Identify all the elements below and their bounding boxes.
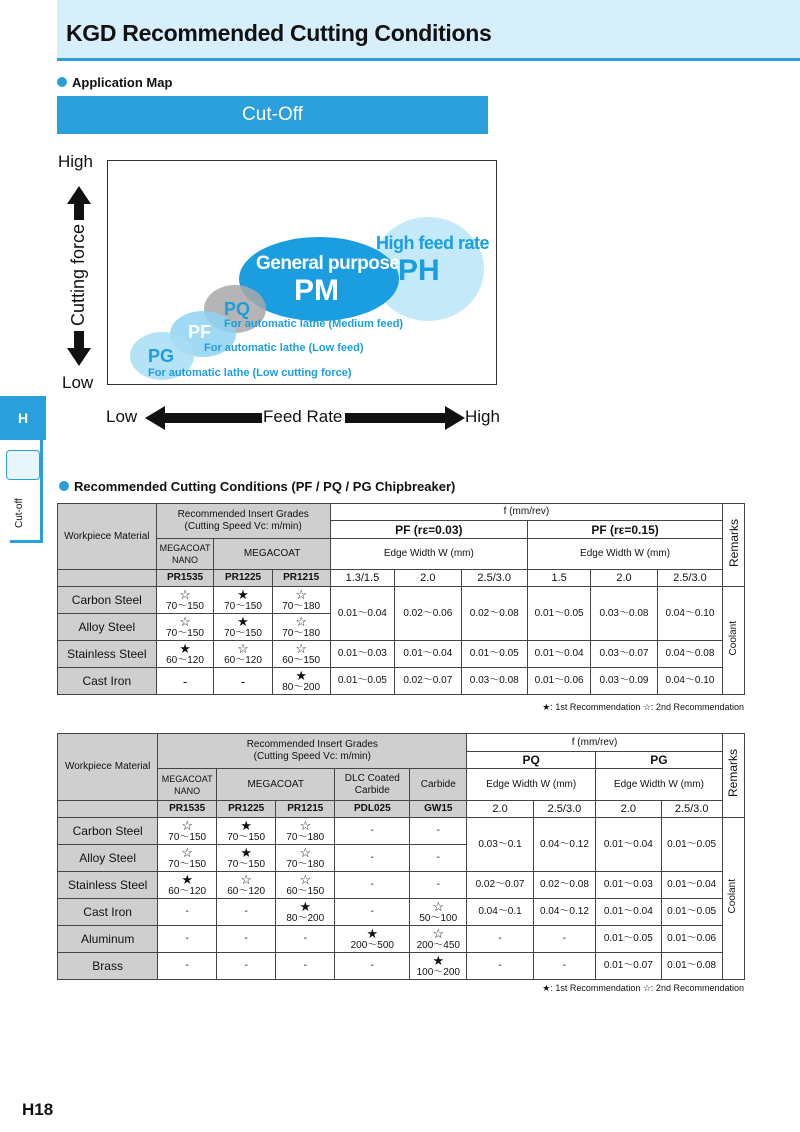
edge-width-header: Edge Width W (mm)	[330, 539, 527, 570]
speed-range: 70〜180	[282, 601, 321, 612]
side-rule	[40, 440, 43, 540]
edge-width: 2.5/3.0	[533, 801, 595, 818]
material-name: Brass	[58, 953, 158, 980]
coolant-cell	[722, 818, 744, 980]
feed-cell: 0.01〜0.03	[596, 872, 661, 899]
grade-cell	[276, 845, 335, 872]
table-row	[58, 587, 745, 614]
feed-cell: 0.03〜0.07	[591, 641, 657, 668]
rating-star-icon: ★	[295, 668, 307, 683]
grade-cell	[410, 899, 467, 926]
y-axis-label: Cutting force	[68, 223, 88, 326]
workpiece-header: Workpiece Material	[58, 734, 158, 801]
speed-range: 70〜150	[168, 859, 207, 870]
feed-cell: 0.04〜0.12	[533, 899, 595, 926]
pq-code: PQ	[224, 299, 251, 319]
grade-cell	[272, 614, 330, 641]
feed-cell: 0.02〜0.08	[533, 872, 595, 899]
blank-cell	[58, 801, 158, 818]
legend-note: ★: 1st Recommendation ☆: 2nd Recommendation	[542, 702, 744, 712]
feed-cell: 0.04〜0.10	[657, 668, 722, 695]
edge-width: 2.5/3.0	[461, 570, 527, 587]
edge-width-header: Edge Width W (mm)	[527, 539, 722, 570]
grade-cell	[276, 818, 335, 845]
remarks-header	[722, 734, 744, 818]
rating-star-icon: ☆	[179, 587, 191, 602]
table-row	[58, 818, 745, 845]
legend-note: ★: 1st Recommendation ☆: 2nd Recommendation	[542, 983, 744, 993]
y-axis-low: Low	[62, 373, 94, 392]
dash: -	[240, 673, 246, 689]
feed-cell: -	[467, 926, 534, 953]
pq-header: PQ	[467, 752, 596, 769]
coolant-cell	[723, 587, 745, 695]
grade-cell	[156, 614, 214, 641]
grade-cell	[214, 614, 272, 641]
speed-range: 60〜120	[227, 886, 266, 897]
application-map	[107, 160, 497, 385]
grade-cell: -	[158, 926, 217, 953]
feed-cell: 0.03〜0.08	[591, 587, 657, 641]
grade-cell	[217, 818, 276, 845]
speed-range: 60〜120	[166, 655, 204, 666]
ph-title: High feed rate	[376, 233, 490, 253]
grade-cell	[272, 587, 330, 614]
grade-cell	[217, 872, 276, 899]
feed-cell: 0.01〜0.04	[527, 641, 590, 668]
speed-range: 60〜150	[286, 886, 325, 897]
feed-cell: 0.01〜0.04	[661, 872, 722, 899]
speed-range: 70〜150	[224, 601, 262, 612]
rating-star-icon: ☆	[181, 818, 194, 833]
rating-star-icon: ☆	[295, 614, 307, 629]
grade-cell: -	[276, 953, 335, 980]
feed-cell: 0.04〜0.10	[657, 587, 722, 641]
page-number: H18	[22, 1100, 54, 1119]
feed-cell: 0.02〜0.08	[461, 587, 527, 641]
grade-cell: -	[217, 926, 276, 953]
feed-cell: 0.01〜0.04	[596, 899, 661, 926]
grade-cell: -	[410, 845, 467, 872]
speed-range: 70〜150	[227, 832, 266, 843]
cutoff-tool-icon	[6, 450, 40, 480]
table-row	[58, 899, 745, 926]
remarks-label: Remarks	[726, 518, 741, 567]
edge-width: 2.0	[596, 801, 661, 818]
carbide-header: Carbide	[410, 769, 467, 801]
table-row	[58, 872, 745, 899]
speed-range: 70〜150	[224, 628, 262, 639]
remarks-label: Remarks	[726, 749, 741, 798]
rating-star-icon: ★	[237, 614, 249, 629]
coolant-label: Coolant	[727, 621, 739, 656]
grade-cell: -	[410, 872, 467, 899]
edge-width: 2.0	[591, 570, 657, 587]
grade-code: PR1225	[217, 801, 276, 818]
speed-range: 70〜180	[282, 628, 321, 639]
grade-cell	[214, 641, 272, 668]
rating-star-icon: ☆	[237, 641, 249, 656]
grade-code: GW15	[410, 801, 467, 818]
grade-cell	[410, 953, 467, 980]
speed-range: 70〜150	[168, 832, 207, 843]
grade-cell	[158, 845, 217, 872]
rating-star-icon: ★	[237, 587, 249, 602]
feed-cell: 0.04〜0.1	[467, 899, 534, 926]
feed-cell: 0.01〜0.07	[596, 953, 661, 980]
bullet-icon	[57, 77, 67, 87]
grades-header	[156, 504, 330, 539]
feed-cell: 0.03〜0.09	[591, 668, 657, 695]
feed-cell: 0.01〜0.05	[330, 668, 394, 695]
grade-code: PR1215	[276, 801, 335, 818]
grade-cell: -	[335, 899, 410, 926]
grade-cell: -	[158, 953, 217, 980]
material-name: Alloy Steel	[58, 845, 158, 872]
speed-range: 60〜150	[282, 655, 321, 666]
grades-header-line1: Recommended Insert Grades	[246, 739, 378, 750]
pf-015-header: PF (rε=0.15)	[527, 521, 722, 539]
edge-width: 2.0	[395, 570, 461, 587]
rating-star-icon: ☆	[432, 899, 445, 914]
edge-width: 2.0	[467, 801, 534, 818]
header-rule	[57, 58, 800, 61]
edge-width: 2.5/3.0	[661, 801, 722, 818]
rating-star-icon: ★	[240, 845, 252, 860]
speed-range: 70〜150	[166, 628, 204, 639]
edge-width-header: Edge Width W (mm)	[467, 769, 596, 801]
feed-cell: -	[467, 953, 534, 980]
coolant-label: Coolant	[727, 879, 739, 914]
feed-header: f (mm/rev)	[467, 734, 722, 752]
material-name: Stainless Steel	[58, 641, 157, 668]
speed-range: 80〜200	[282, 682, 321, 693]
rating-star-icon: ☆	[299, 845, 312, 860]
x-axis-label: Feed Rate	[263, 407, 343, 426]
rating-star-icon: ☆	[179, 614, 191, 629]
feed-cell: 0.01〜0.04	[596, 818, 661, 872]
material-name: Cast Iron	[58, 668, 157, 695]
grade-code: PR1225	[214, 570, 272, 587]
megacoat-nano-header: MEGACOAT NANO	[156, 539, 214, 570]
feed-cell: 0.01〜0.05	[527, 587, 590, 641]
grade-cell	[272, 641, 330, 668]
feed-cell: 0.02〜0.07	[395, 668, 461, 695]
grade-cell	[156, 668, 214, 695]
grade-cell: -	[276, 926, 335, 953]
feed-cell: 0.04〜0.12	[533, 818, 595, 872]
cutting-table-2	[57, 733, 745, 980]
speed-range: 200〜500	[350, 940, 394, 951]
material-name: Carbon Steel	[58, 818, 158, 845]
pf-003-header: PF (rε=0.03)	[330, 521, 527, 539]
page-title: KGD Recommended Cutting Conditions	[66, 20, 492, 46]
pg-header: PG	[596, 752, 723, 769]
grade-cell: -	[410, 818, 467, 845]
speed-range: 70〜180	[286, 832, 325, 843]
table-row	[58, 641, 745, 668]
rating-star-icon: ☆	[299, 872, 312, 887]
edge-width: 1.3/1.5	[330, 570, 394, 587]
feed-cell: 0.01〜0.06	[661, 926, 722, 953]
speed-range: 60〜120	[224, 655, 262, 666]
grade-cell	[410, 926, 467, 953]
table-row	[58, 953, 745, 980]
section-title-map: Application Map	[72, 75, 173, 90]
cut-off-banner: Cut-Off	[57, 96, 488, 134]
feed-cell: 0.01〜0.08	[661, 953, 722, 980]
grade-code: PR1535	[158, 801, 217, 818]
side-rule-bottom	[10, 540, 43, 543]
x-axis-high: High	[465, 407, 500, 426]
grades-header-line2: (Cutting Speed Vc: m/min)	[253, 751, 371, 762]
rating-star-icon: ★	[179, 641, 191, 656]
grade-code: PR1535	[156, 570, 214, 587]
edge-width: 1.5	[527, 570, 590, 587]
edge-width: 2.5/3.0	[657, 570, 722, 587]
cutting-table-1	[57, 503, 745, 695]
megacoat-header: MEGACOAT	[214, 539, 330, 570]
grade-cell	[158, 872, 217, 899]
speed-range: 200〜450	[416, 940, 460, 951]
feed-cell: 0.01〜0.04	[395, 641, 461, 668]
section-title-conditions: Recommended Cutting Conditions (PF / PQ / PG Chipbreaker)	[74, 479, 456, 494]
bullet-icon	[59, 481, 69, 491]
grade-cell: -	[335, 818, 410, 845]
grade-cell: -	[217, 953, 276, 980]
pm-code: PM	[294, 274, 339, 307]
ph-code: PH	[398, 254, 440, 287]
grade-cell: -	[335, 845, 410, 872]
grades-header-line2: (Cutting Speed Vc: m/min)	[184, 521, 302, 532]
material-name: Cast Iron	[58, 899, 158, 926]
pg-desc: For automatic lathe (Low cutting force)	[148, 367, 352, 379]
side-tab-label: Cut-off	[14, 498, 25, 528]
feed-cell: 0.01〜0.06	[527, 668, 590, 695]
grade-cell: -	[335, 953, 410, 980]
speed-range: 70〜150	[227, 859, 266, 870]
megacoat-header: MEGACOAT	[217, 769, 335, 801]
feed-cell: 0.03〜0.1	[467, 818, 534, 872]
speed-range: 70〜150	[166, 601, 204, 612]
grade-cell	[217, 845, 276, 872]
pq-desc: For automatic lathe (Medium feed)	[224, 318, 404, 330]
grades-header-line1: Recommended Insert Grades	[177, 509, 309, 520]
feed-cell: 0.02〜0.06	[395, 587, 461, 641]
y-axis-high: High	[58, 152, 93, 171]
material-name: Stainless Steel	[58, 872, 158, 899]
feed-cell: 0.01〜0.05	[661, 818, 722, 872]
rating-star-icon: ☆	[432, 926, 445, 941]
table-row	[58, 926, 745, 953]
grade-code: PR1215	[272, 570, 330, 587]
grade-cell	[214, 668, 272, 695]
feed-cell: -	[533, 926, 595, 953]
feed-cell: 0.01〜0.05	[596, 926, 661, 953]
rating-star-icon: ★	[299, 899, 312, 914]
edge-width-header: Edge Width W (mm)	[596, 769, 723, 801]
grade-cell	[272, 668, 330, 695]
speed-range: 60〜120	[168, 886, 207, 897]
rating-star-icon: ☆	[295, 641, 307, 656]
grade-cell: -	[217, 899, 276, 926]
rating-star-icon: ☆	[181, 845, 194, 860]
material-name: Aluminum	[58, 926, 158, 953]
speed-range: 100〜200	[416, 967, 460, 978]
speed-range: 70〜180	[286, 859, 325, 870]
material-name: Alloy Steel	[58, 614, 157, 641]
feed-cell: 0.03〜0.08	[461, 668, 527, 695]
table-row	[58, 668, 745, 695]
grade-cell	[156, 641, 214, 668]
pf-code: PF	[188, 322, 212, 342]
material-name: Carbon Steel	[58, 587, 157, 614]
grade-cell	[156, 587, 214, 614]
grade-cell	[276, 872, 335, 899]
feed-cell: -	[533, 953, 595, 980]
feed-cell: 0.02〜0.07	[467, 872, 534, 899]
feed-cell: 0.01〜0.03	[330, 641, 394, 668]
rating-star-icon: ★	[240, 818, 252, 833]
feed-cell: 0.01〜0.04	[330, 587, 394, 641]
rating-star-icon: ☆	[295, 587, 307, 602]
rating-star-icon: ★	[181, 872, 194, 887]
grade-cell	[276, 899, 335, 926]
feed-cell: 0.01〜0.05	[461, 641, 527, 668]
speed-range: 80〜200	[286, 913, 325, 924]
rating-star-icon: ☆	[240, 872, 252, 887]
feed-cell: 0.04〜0.08	[657, 641, 722, 668]
workpiece-header: Workpiece Material	[58, 504, 157, 570]
x-axis-low: Low	[106, 407, 138, 426]
grade-cell	[335, 926, 410, 953]
grade-cell	[158, 818, 217, 845]
grade-cell: -	[158, 899, 217, 926]
dlc-header: DLC Coated Carbide	[335, 769, 410, 801]
feed-header: f (mm/rev)	[330, 504, 722, 521]
grade-code: PDL025	[335, 801, 410, 818]
rating-star-icon: ★	[432, 953, 445, 968]
pf-desc: For automatic lathe (Low feed)	[204, 342, 364, 354]
remarks-header	[723, 504, 745, 587]
feed-cell: 0.01〜0.05	[661, 899, 722, 926]
speed-range: 50〜100	[419, 913, 458, 924]
grade-cell: -	[335, 872, 410, 899]
grades-header	[158, 734, 467, 769]
pm-title: General purpose	[256, 253, 400, 274]
rating-star-icon: ★	[366, 926, 379, 941]
megacoat-nano-header: MEGACOAT NANO	[158, 769, 217, 801]
rating-star-icon: ☆	[299, 818, 312, 833]
pg-code: PG	[148, 346, 175, 366]
blank-cell	[58, 570, 157, 587]
side-tab-h[interactable]: H	[0, 396, 46, 440]
grade-cell	[214, 587, 272, 614]
dash: -	[182, 673, 188, 689]
